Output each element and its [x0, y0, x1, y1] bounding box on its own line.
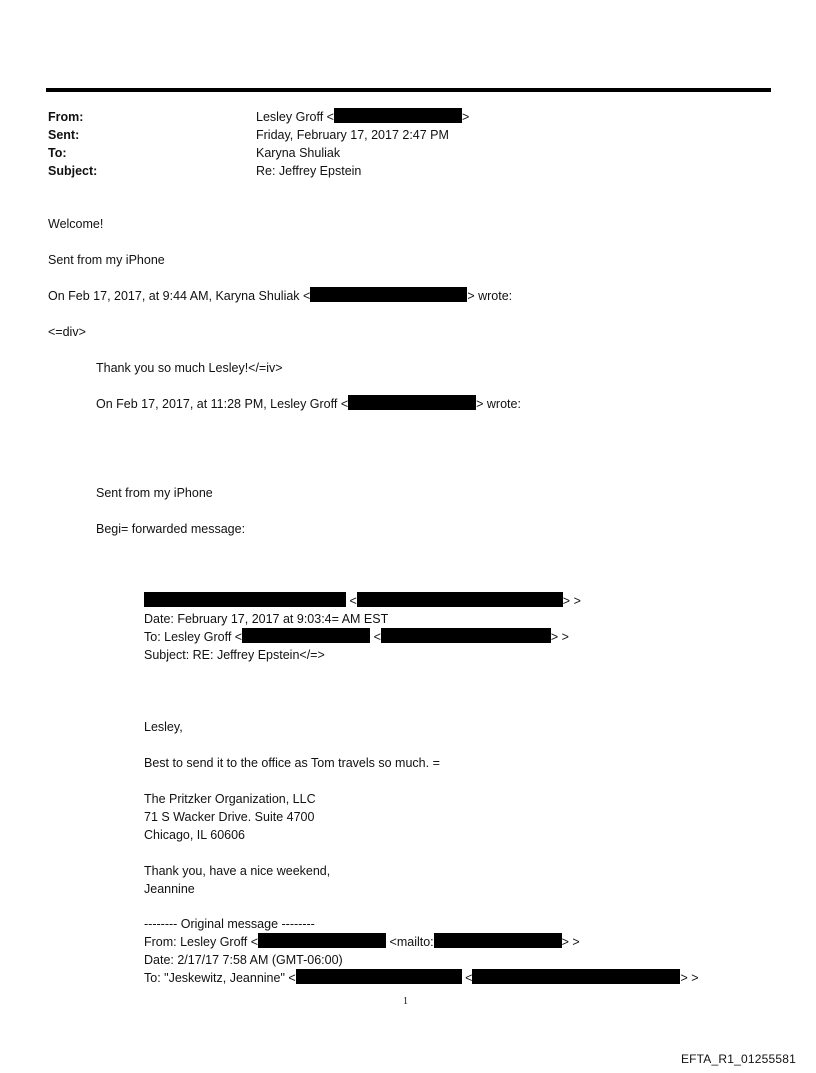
from-name: Lesley Groff <	[256, 110, 334, 124]
to-label: To:	[48, 146, 67, 160]
subject-label: Subject:	[48, 164, 98, 178]
quote-line-1-post: > wrote:	[467, 289, 513, 303]
orig-from-line	[144, 933, 580, 951]
fwd-from-line	[144, 592, 581, 610]
div-line: <=div>	[48, 325, 86, 339]
redaction-box	[334, 108, 462, 123]
orig-to-line	[144, 969, 699, 987]
fwd-from-end: > >	[562, 594, 581, 608]
fwd-to-pre: To: Lesley Groff <	[144, 630, 243, 644]
from-close: >	[461, 110, 470, 124]
quote-line-2	[96, 395, 521, 413]
forwarded-message-label: Begi= forwarded message:	[96, 522, 246, 536]
address-line-3: Chicago, IL 60606	[144, 828, 246, 842]
fwd-to-line	[144, 628, 569, 646]
header-rule	[46, 88, 771, 92]
subject-value: Re: Jeffrey Epstein	[256, 164, 362, 178]
sent-label: Sent:	[48, 128, 80, 142]
orig-from-pre: From: Lesley Groff <	[144, 935, 259, 949]
fwd-date: Date: February 17, 2017 at 9:03:4= AM EST	[144, 612, 389, 626]
redaction-box	[310, 287, 467, 302]
orig-to-pre: To: "Jeskewitz, Jeannine" <	[144, 971, 296, 985]
redaction-box	[296, 969, 462, 984]
orig-from-mid: <mailto:	[389, 935, 434, 949]
fwd-to-end: > >	[550, 630, 569, 644]
welcome-text: Welcome!	[48, 217, 104, 231]
redaction-box	[144, 592, 346, 607]
redaction-box	[258, 933, 386, 948]
quote-line-1-pre: On Feb 17, 2017, at 9:44 AM, Karyna Shuliak <	[48, 289, 311, 303]
to-value: Karyna Shuliak	[256, 146, 341, 160]
thanks-line: Thank you, have a nice weekend,	[144, 864, 331, 878]
thank-you-text: Thank you so much Lesley!</=iv>	[96, 361, 283, 375]
quote-line-2-post: > wrote:	[476, 397, 521, 411]
page-number: 1	[403, 996, 408, 1007]
redaction-box	[434, 933, 562, 948]
address-line-1: The Pritzker Organization, LLC	[144, 792, 316, 806]
from-value	[256, 108, 469, 126]
fwd-from-mid: <	[349, 594, 357, 608]
quote-line-2-pre: On Feb 17, 2017, at 11:28 PM, Lesley Groff <	[96, 397, 349, 411]
from-label: From:	[48, 110, 84, 124]
signature: Jeannine	[144, 882, 195, 896]
redaction-box	[381, 628, 551, 643]
redaction-box	[242, 628, 370, 643]
redaction-box	[357, 592, 563, 607]
redaction-box	[348, 395, 476, 410]
quote-line-1	[48, 287, 512, 305]
orig-to-end: > >	[680, 971, 699, 985]
sent-from-iphone: Sent from my iPhone	[48, 253, 165, 267]
sent-from-iphone-2: Sent from my iPhone	[96, 486, 213, 500]
sent-value: Friday, February 17, 2017 2:47 PM	[256, 128, 449, 142]
orig-date: Date: 2/17/17 7:58 AM (GMT-06:00)	[144, 953, 343, 967]
redaction-box	[472, 969, 680, 984]
orig-to-mid: <	[465, 971, 473, 985]
fwd-to-mid: <	[373, 630, 381, 644]
greeting: Lesley,	[144, 720, 183, 734]
orig-from-end: > >	[561, 935, 580, 949]
best-line: Best to send it to the office as Tom travels so much. =	[144, 756, 440, 770]
address-line-2: 71 S Wacker Drive. Suite 4700	[144, 810, 315, 824]
fwd-subject: Subject: RE: Jeffrey Epstein</=>	[144, 648, 325, 662]
original-message-header: -------- Original message --------	[144, 917, 315, 931]
document-id: EFTA_R1_01255581	[680, 1052, 796, 1066]
